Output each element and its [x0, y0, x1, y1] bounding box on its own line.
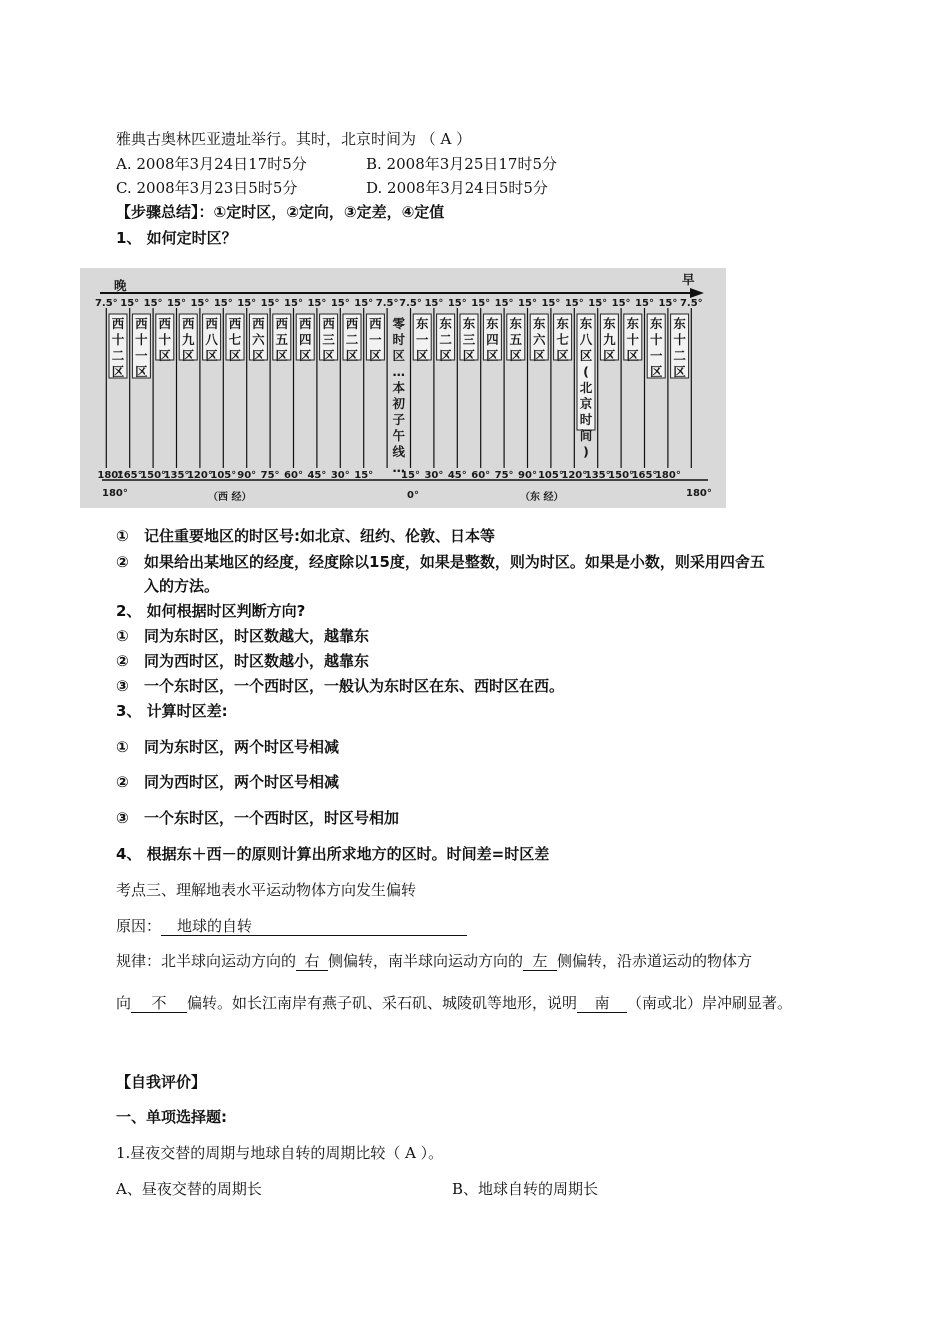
zone-label-char: 区	[673, 364, 686, 379]
zone-label-char: 西	[345, 316, 359, 331]
zone-label-char: 区	[556, 348, 569, 363]
axis-left-label: 180°	[102, 488, 128, 499]
question-stem-line: 雅典古奥林匹亚遗址举行。其时，北京时间为 （ A ）	[116, 130, 472, 148]
zone-label-char: 十	[626, 332, 640, 347]
bottom-tick-label: 15°	[354, 470, 374, 481]
zone-column	[551, 308, 572, 468]
top-tick-label: 7.5°	[375, 298, 399, 309]
time-zone-diagram	[80, 268, 726, 508]
zone-label-char: 东	[556, 316, 569, 331]
answer-blank: 左	[523, 952, 557, 971]
zone-label-char: 西	[252, 316, 265, 331]
list-item: ② 同为西时区，两个时区号相减	[116, 773, 340, 791]
bottom-tick-label: 120°	[561, 470, 588, 481]
q1-option-b: B、地球自转的周期长	[452, 1180, 599, 1198]
bottom-tick-label: 180°	[97, 470, 124, 481]
top-tick-label: 15°	[354, 298, 374, 309]
zone-label-char: 区	[369, 348, 382, 363]
top-tick-label: 7.5°	[399, 298, 422, 309]
zone-label-char: 东	[415, 316, 429, 331]
zone-label-char: 东	[579, 316, 593, 331]
zone-column	[434, 308, 455, 468]
bottom-tick-label: 135°	[584, 470, 611, 481]
top-tick-label: 15°	[330, 298, 350, 309]
zone-column	[457, 308, 478, 468]
answer-blank: 右	[296, 952, 328, 971]
list-item: ② 同为西时区，时区数越小，越靠东	[116, 652, 370, 670]
zone-label-char: 七	[228, 332, 242, 347]
zone-column	[364, 308, 385, 468]
reason-line: 原因： 地球的自转	[116, 916, 467, 936]
zone-label-char: 区	[603, 348, 616, 363]
top-tick-label: 15°	[494, 298, 514, 309]
zone-column	[574, 308, 595, 468]
zone-label-char: 区	[158, 348, 172, 363]
list-item: ③ 一个东时区，一个西时区，一般认为东时区在东、西时区在西。	[116, 677, 565, 695]
zone-label-char: 区	[486, 348, 499, 363]
heading-calc-rule: 4、 根据东＋西－的原则计算出所求地方的区时。时间差=时区差	[116, 845, 550, 863]
mc-heading: 一、单项选择题:	[116, 1108, 227, 1126]
zone-column	[294, 308, 315, 468]
top-tick-label: 15°	[307, 298, 327, 309]
zone-label-char: 十	[135, 332, 148, 347]
top-tick-label: 15°	[564, 298, 584, 309]
self-assessment-title: 【自我评价】	[116, 1073, 207, 1091]
zone-label-char: 区	[111, 364, 125, 379]
zone-label-char: 东	[509, 316, 523, 331]
bottom-tick-label: 60°	[284, 470, 303, 481]
zone-column	[106, 308, 127, 468]
zone-label-char: 东	[603, 316, 616, 331]
zone-label-char: 西	[228, 316, 242, 331]
bottom-tick-label: 45°	[447, 470, 467, 481]
zone-column	[645, 308, 666, 468]
answer-blank: 南	[577, 994, 627, 1013]
zone-label-char: 十	[673, 332, 686, 347]
zone-label-char: 五	[275, 332, 289, 347]
evening-label: 晚	[114, 278, 127, 293]
top-tick-label: 15°	[213, 298, 233, 309]
zone-label-char: 八	[205, 332, 218, 347]
zone-label-char: 六	[252, 332, 265, 347]
zone-label-char: 区	[252, 348, 265, 363]
zone-column	[270, 308, 291, 468]
bottom-tick-label: 30°	[330, 470, 350, 481]
zone-label-char: 西	[275, 316, 289, 331]
rule-line-2: 向 不 偏转。如长江南岸有燕子矶、采石矶、城陵矶等地形，说明 南 （南或北）岸冲刷显著。	[116, 994, 793, 1012]
zone-label-char: 十	[649, 332, 663, 347]
zone-label-char: 一	[369, 332, 382, 347]
q1-option-a: A、昼夜交替的周期长	[116, 1180, 262, 1198]
zone-label-char: 七	[556, 332, 569, 347]
bottom-tick-label: 120°	[186, 470, 213, 481]
zone-label-char: 北	[579, 380, 593, 395]
zone-label-char: 区	[415, 348, 429, 363]
zone-label-char: 区	[135, 364, 148, 379]
zone-label-char: 区	[509, 348, 523, 363]
zone-label-char: 六	[532, 332, 546, 347]
heading-direction: 2、 如何根据时区判断方向?	[116, 602, 306, 620]
zone-column	[317, 308, 338, 468]
zone-label-char: 时	[579, 412, 593, 427]
heading-determine-zone: 1、 如何定时区？	[116, 229, 237, 247]
zone-label-char: 区	[275, 348, 289, 363]
zone-label-char: 西	[298, 316, 312, 331]
heading-zone-difference: 3、 计算时区差:	[116, 702, 228, 720]
bottom-tick-label: 75°	[494, 470, 514, 481]
zone-label-char: 二	[111, 348, 125, 363]
zone-label-char: 一	[415, 332, 429, 347]
zone-label-char: 区	[579, 348, 593, 363]
top-tick-label: 15°	[541, 298, 561, 309]
zone-label-char: 子	[392, 412, 406, 427]
zone-label-char: 时	[392, 332, 406, 347]
zone-label-char: 区	[392, 348, 406, 363]
zone-label-char: 九	[603, 332, 616, 347]
zone-column	[504, 308, 525, 468]
zone-label-char: 区	[298, 348, 312, 363]
zone-label-char: 西	[369, 316, 382, 331]
zone-column	[528, 308, 549, 468]
bottom-tick-label: 75°	[260, 470, 280, 481]
zone-label-char: 一	[649, 348, 663, 363]
answer-blank: 不	[131, 994, 187, 1013]
list-item: ② 如果给出某地区的经度，经度除以15度，如果是整数，则为时区。如果是小数，则采用四舍五	[116, 553, 765, 571]
zone-label-char: 线	[392, 444, 406, 459]
zone-column	[177, 308, 198, 468]
zone-label-char: 五	[509, 332, 523, 347]
top-tick-label: 15°	[447, 298, 467, 309]
top-tick-label: 15°	[284, 298, 303, 309]
zone-label-char: 区	[205, 348, 218, 363]
zone-label-char: 四	[298, 332, 312, 347]
zone-label-char: 东	[626, 316, 640, 331]
bottom-tick-label: 150°	[140, 470, 167, 481]
axis-zero-label: 0°	[407, 490, 419, 501]
top-tick-label: 15°	[237, 298, 257, 309]
bottom-tick-label: 165°	[116, 470, 143, 481]
zone-column	[200, 308, 221, 468]
zone-label-char: 区	[649, 364, 663, 379]
question-1: 1.昼夜交替的周期与地球自转的周期比较（ A ）。	[116, 1144, 444, 1162]
zone-label-char: 西	[135, 316, 148, 331]
zone-label-char: 东	[486, 316, 499, 331]
axis-east-label: （东 经）	[520, 492, 564, 503]
zone-label-char: 区	[462, 348, 476, 363]
list-item-continued: 入的方法。	[144, 577, 220, 595]
zone-label-char: …	[392, 364, 406, 379]
zone-label-char: 区	[228, 348, 242, 363]
option-d: D. 2008年3月24日5时5分	[366, 179, 548, 197]
zone-column	[598, 308, 619, 468]
zone-column	[340, 308, 361, 468]
zone-column	[411, 308, 432, 468]
option-a: A. 2008年3月24日17时5分	[116, 155, 307, 173]
bottom-tick-label: 45°	[307, 470, 327, 481]
zone-column	[153, 308, 174, 468]
zone-label-char: 西	[181, 316, 195, 331]
bottom-tick-label: 90°	[518, 470, 537, 481]
zone-label-char: 一	[135, 348, 148, 363]
zone-label-char: 区	[439, 348, 452, 363]
time-zone-svg	[80, 268, 726, 508]
zone-label-char: 间	[579, 428, 593, 443]
top-tick-label: 7.5°	[94, 298, 118, 309]
top-tick-label: 15°	[143, 298, 163, 309]
top-tick-label: 15°	[635, 298, 654, 309]
zone-column	[247, 308, 268, 468]
zone-label-char: 区	[532, 348, 546, 363]
zone-label-char: 西	[205, 316, 218, 331]
zone-label-char: 东	[439, 316, 452, 331]
zone-label-char: 东	[462, 316, 476, 331]
zone-label-char: 三	[462, 332, 476, 347]
list-item: ① 记住重要地区的时区号:如北京、纽约、伦敦、日本等	[116, 527, 496, 545]
zone-column	[223, 308, 244, 468]
zone-column	[621, 308, 642, 468]
zone-label-char: 东	[673, 316, 686, 331]
zone-label-char: 区	[322, 348, 335, 363]
bottom-tick-label: 90°	[237, 470, 257, 481]
zone-label-char: 九	[181, 332, 195, 347]
bottom-tick-label: 30°	[424, 470, 444, 481]
top-tick-label: 15°	[424, 298, 444, 309]
top-tick-label: 15°	[471, 298, 491, 309]
option-c: C. 2008年3月23日5时5分	[116, 179, 298, 197]
top-tick-label: 15°	[167, 298, 186, 309]
zone-label-char: 京	[579, 396, 593, 411]
bottom-tick-label: 105°	[210, 470, 237, 481]
zone-label-char: 区	[181, 348, 195, 363]
zone-label-char: 本	[392, 380, 406, 395]
reason-answer: 地球的自转	[161, 917, 467, 936]
zone-label-char: …	[392, 460, 406, 475]
zone-column	[130, 308, 151, 468]
zone-label-char: 午	[392, 428, 406, 443]
list-item: ③ 一个东时区，一个西时区，时区号相加	[116, 809, 400, 827]
zone-label-char: 初	[392, 396, 406, 411]
zone-label-char: 十	[111, 332, 125, 347]
zone-label-char: 西	[322, 316, 335, 331]
zone-label-char: )	[583, 444, 589, 459]
zone-label-char: 八	[579, 332, 593, 347]
zone-label-char: 二	[439, 332, 452, 347]
zone-label-char: 十	[158, 332, 172, 347]
zone-label-char: 西	[158, 316, 172, 331]
zone-column	[668, 308, 689, 468]
zone-label-char: 零	[392, 316, 406, 331]
bottom-tick-label: 180°	[654, 470, 681, 481]
zone-label-char: 西	[111, 316, 125, 331]
list-item: ① 同为东时区，两个时区号相减	[116, 738, 340, 756]
top-tick-label: 15°	[260, 298, 280, 309]
top-tick-label: 15°	[588, 298, 608, 309]
axis-west-label: （西 经）	[208, 492, 252, 503]
zone-label-char: 三	[322, 332, 335, 347]
bottom-tick-label: 105°	[537, 470, 564, 481]
steps-summary: 【步骤总结】：①定时区，②定向，③定差，④定值	[116, 203, 445, 221]
top-tick-label: 15°	[190, 298, 210, 309]
top-tick-label: 15°	[120, 298, 140, 309]
top-tick-label: 15°	[518, 298, 537, 309]
top-tick-label: 7.5°	[679, 298, 703, 309]
morning-label: 早	[682, 272, 695, 287]
bottom-tick-label: 135°	[163, 470, 190, 481]
top-tick-label: 15°	[611, 298, 631, 309]
option-b: B. 2008年3月25日17时5分	[366, 155, 557, 173]
zone-column	[387, 308, 405, 475]
bottom-tick-label: 150°	[608, 470, 635, 481]
zone-label-char: 二	[345, 332, 359, 347]
zone-label-char: 二	[673, 348, 686, 363]
section-title-deflection: 考点三、理解地表水平运动物体方向发生偏转	[116, 881, 417, 899]
list-item: ① 同为东时区，时区数越大，越靠东	[116, 627, 370, 645]
zone-label-char: 区	[626, 348, 640, 363]
top-tick-label: 15°	[658, 298, 678, 309]
zone-label-char: 区	[345, 348, 359, 363]
bottom-tick-label: 60°	[471, 470, 491, 481]
zone-column	[481, 308, 502, 468]
rule-line-1: 规律：北半球向运动方向的 右 侧偏转，南半球向运动方向的 左 侧偏转，沿赤道运动的物体方	[116, 952, 753, 970]
zone-label-char: (	[583, 364, 589, 379]
zone-label-char: 东	[532, 316, 546, 331]
zone-label-char: 四	[486, 332, 499, 347]
zone-label-char: 东	[649, 316, 663, 331]
bottom-tick-label: 165°	[631, 470, 658, 481]
bottom-tick-label: 15°	[401, 470, 420, 481]
axis-right-label: 180°	[686, 488, 712, 499]
